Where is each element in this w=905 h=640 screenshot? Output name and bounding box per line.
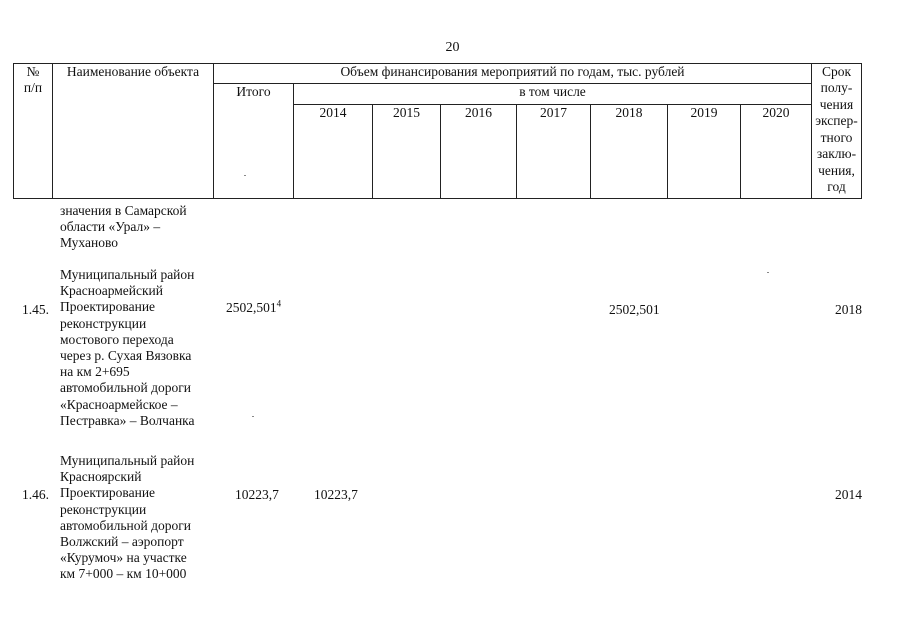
header-name: Наименование объекта bbox=[53, 64, 214, 199]
header-year-2019: 2019 bbox=[668, 105, 741, 199]
row-name-1-45: Муниципальный район Красноармейский Проектирование реконструкции мостового перехода через р. Сухая Вязовка на км 2+695 автомобильной дороги «Красноармейское – Пестравка» – Волчанка bbox=[60, 267, 195, 428]
header-term: Срок полу- чения экспер- тного заклю- чения, год bbox=[812, 64, 862, 199]
scan-speck bbox=[252, 416, 254, 417]
continuation-text: значения в Самарской области «Урал» – Муханово bbox=[60, 203, 187, 251]
row-num-1-45: 1.45. bbox=[22, 302, 49, 317]
header-year-2020: 2020 bbox=[741, 105, 812, 199]
row-total-1-46: 10223,7 bbox=[235, 487, 279, 502]
row-2018-1-45: 2502,501 bbox=[609, 302, 660, 317]
page-number: 20 bbox=[445, 40, 460, 55]
row-total-value: 2502,501 bbox=[226, 300, 277, 315]
header-year-2018: 2018 bbox=[591, 105, 668, 199]
header-num: № п/п bbox=[14, 64, 53, 199]
footnote-marker: 4 bbox=[276, 298, 282, 309]
table-header bbox=[13, 63, 862, 199]
header-funding: Объем финансирования мероприятий по годам, тыс. рублей bbox=[214, 64, 812, 84]
row-num-1-46: 1.46. bbox=[22, 487, 49, 502]
header-year-2016: 2016 bbox=[441, 105, 517, 199]
header-year-2017: 2017 bbox=[517, 105, 591, 199]
header-year-2015: 2015 bbox=[373, 105, 441, 199]
row-term-1-45: 2018 bbox=[835, 302, 862, 317]
row-2014-1-46: 10223,7 bbox=[314, 487, 358, 502]
scan-speck bbox=[767, 272, 769, 273]
header-year-2014: 2014 bbox=[294, 105, 373, 199]
scan-speck bbox=[244, 175, 246, 176]
header-total: Итого bbox=[214, 84, 294, 199]
header-including: в том числе bbox=[294, 84, 812, 105]
row-term-1-46: 2014 bbox=[835, 487, 862, 502]
row-total-1-45 bbox=[226, 300, 281, 316]
row-name-1-46: Муниципальный район Красноярский Проектирование реконструкции автомобильной дороги Волжский – аэропорт «Курумоч» на участке км 7+000 – км 10+000 bbox=[60, 453, 195, 582]
